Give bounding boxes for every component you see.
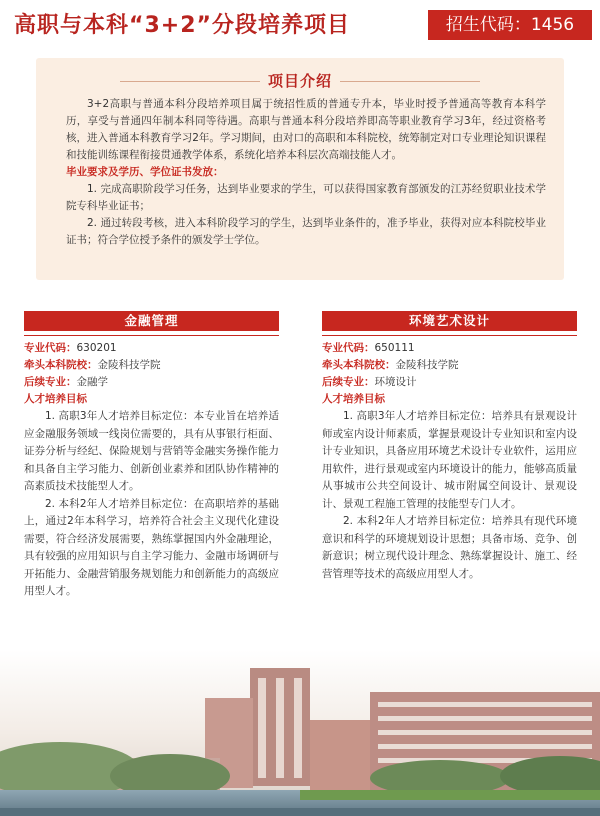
major-name: 金融管理 <box>24 311 279 331</box>
goals-heading: 人才培养目标 <box>322 393 385 405</box>
requirements-heading: 毕业要求及学历、学位证书发放： <box>66 166 224 178</box>
campus-photo <box>0 650 600 816</box>
intro-paragraph: 3+2高职与普通本科分段培养项目属于统招性质的普通专升本，毕业时授予普通高等教育本科学历，享受与普通四年制本科同等待遇。高职与普通本科分段培养即高等职业教育学习3年，经过资格考核，进入普通本科教育学习2年。学习期间，由对口的高职和本科院校，统筹制定对口专业理论知识课程和技能训练课程衔接贯通教学体系，系统化培养本科层次高端技能人才。 <box>66 98 546 161</box>
intro-body <box>66 96 546 249</box>
next-major-row <box>322 374 577 391</box>
major-card-finance <box>24 311 279 601</box>
goals-heading: 人才培养目标 <box>24 393 87 405</box>
goal-paragraph: 2. 本科2年人才培养目标定位：培养具有现代环境意识和科学的环境规划设计思想；具备市场、竞争、创新意识；树立现代设计理念、熟练掌握设计、施工、经营管理等技术的高级应用型人才。 <box>322 515 577 580</box>
intro-title: 项目介绍 <box>267 72 332 90</box>
major-divider <box>322 335 577 336</box>
lead-school-label: 牵头本科院校： <box>322 359 396 371</box>
next-major-label: 后续专业： <box>24 376 77 388</box>
requirement-item: 2. 通过转段考核，进入本科阶段学习的学生，达到毕业条件的，准予毕业，获得对应本科院校毕业证书；符合学位授予条件的颁发学士学位。 <box>66 217 546 246</box>
major-name: 环境艺术设计 <box>322 311 577 331</box>
next-major-label: 后续专业： <box>322 376 375 388</box>
lead-school-value: 金陵科技学院 <box>395 359 459 371</box>
goal-paragraph: 1. 高职3年人才培养目标定位：培养具有景观设计师或室内设计师素质，掌握景观设计专业知识和室内设计专业知识，具备应用环境艺术设计专业软件，运用应用软件，进行景观或室内环境设计的能力，能够高质量从事城市公共空间设计、城市附属空间设计、景观设计、景观工程施工管理的技能型专门人才。 <box>322 410 577 510</box>
major-code-value: 630201 <box>76 342 117 354</box>
intro-panel <box>36 58 564 280</box>
major-card-environment-art <box>322 311 577 583</box>
requirement-item: 1. 完成高职阶段学习任务，达到毕业要求的学生，可以获得国家教育部颁发的江苏经贸职业技术学院专科毕业证书； <box>66 183 546 212</box>
lead-school-row <box>24 357 279 374</box>
next-major-row <box>24 374 279 391</box>
lead-school-row <box>322 357 577 374</box>
major-divider <box>24 335 279 336</box>
next-major-value: 金融学 <box>76 376 108 388</box>
campus-illustration <box>0 650 600 816</box>
major-code-label: 专业代码： <box>322 342 375 354</box>
next-major-value: 环境设计 <box>374 376 417 388</box>
lead-school-label: 牵头本科院校： <box>24 359 98 371</box>
goal-paragraph: 1. 高职3年人才培养目标定位：本专业旨在培养适应金融服务领域一线岗位需要的，具有从事银行柜面、证券分析与经纪、保险规划与营销等金融实务操作能力和具备自主学习能力、创新创业素养和团队协作精神的高素质技术技能型人才。 <box>24 410 279 492</box>
page-header <box>0 0 600 50</box>
lead-school-value: 金陵科技学院 <box>97 359 161 371</box>
major-code-row <box>24 340 279 357</box>
major-code-value: 650111 <box>374 342 415 354</box>
goal-paragraph: 2. 本科2年人才培养目标定位：在高职培养的基础上，通过2年本科学习，培养符合社会主义现代化建设需要，符合经济发展需要，熟练掌握国内外金融理论，具有较强的应用知识与自主学习能力、金融市场调研与开拓能力、金融营销服务规划能力和创新能力的高级应用型人才。 <box>24 497 279 597</box>
major-code-label: 专业代码： <box>24 342 77 354</box>
major-code-row <box>322 340 577 357</box>
enrollment-code-badge: 招生代码：1456 <box>428 10 592 40</box>
page-title: 高职与本科“3+2”分段培养项目 <box>14 13 350 38</box>
